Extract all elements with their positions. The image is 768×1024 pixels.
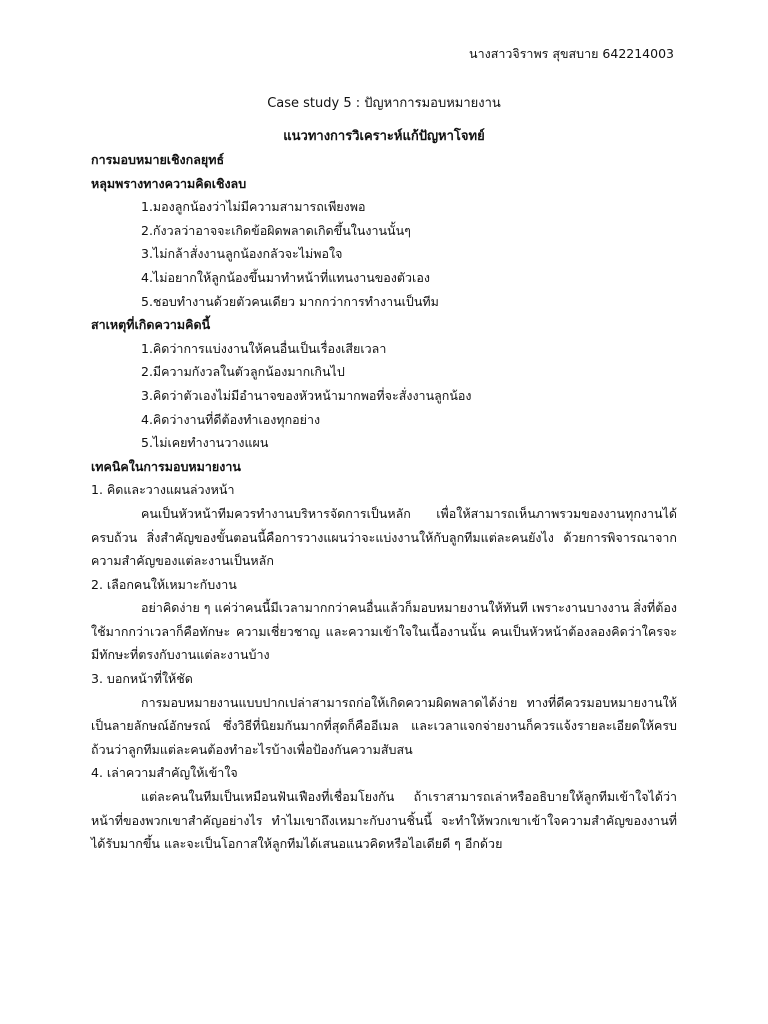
technique-paragraph: คนเป็นหัวหน้าทีมควรทำงานบริหารจัดการเป็นหลัก เพื่อให้สามารถเห็นภาพรวมของงานทุกงานได้ครบถ้วน สิ่งสำคัญของขั้นตอนนี้คือการวางแผนว่าจะแบ่งงานให้กับลูกทีมแต่ละคนยังไง ด้วยการพิจารณาจากความสำคัญของแต่ละงานเป็นหลัก	[91, 505, 677, 569]
technique-heading: 1. คิดและวางแผนล่วงหน้า	[91, 482, 235, 498]
trap-item: 4.ไม่อยากให้ลูกน้องขึ้นมาทำหน้าที่แทนงานของตัวเอง	[141, 269, 430, 285]
cause-item: 3.คิดว่าตัวเองไม่มีอำนาจของหัวหน้ามากพอที่จะสั่งงานลูกน้อง	[141, 387, 472, 403]
section-heading-traps: หลุมพรางทางความคิดเชิงลบ	[91, 175, 247, 191]
technique-paragraph: แต่ละคนในทีมเป็นเหมือนฟันเฟืองที่เชื่อมโยงกัน ถ้าเราสามารถเล่าหรืออธิบายให้ลูกทีมเข้าใจได้ว่าหน้าที่ของพวกเขาสำคัญอย่างไร ทำไมเขาถึงเหมาะกับงานชิ้นนี้ จะทำให้พวกเขาเข้าใจความสำคัญของงานที่ได้รับมากขึ้น และจะเป็นโอกาสให้ลูกทีมได้เสนอแนวคิดหรือไอเดียดี ๆ อีกด้วย	[91, 789, 677, 852]
cause-item: 1.คิดว่าการแบ่งงานให้คนอื่นเป็นเรื่องเสียเวลา	[141, 340, 387, 356]
document-body	[91, 148, 677, 856]
trap-item: 3.ไม่กล้าสั่งงานลูกน้องกลัวจะไม่พอใจ	[141, 246, 343, 262]
trap-item: 2.กังวลว่าอาจจะเกิดข้อผิดพลาดเกิดขึ้นในงานนั้นๆ	[141, 222, 411, 238]
section-heading-causes: สาเหตุที่เกิดความคิดนี้	[91, 317, 211, 333]
technique-heading: 4. เล่าความสำคัญให้เข้าใจ	[91, 765, 238, 781]
author-line: นางสาวจิราพร สุขสบาย 642214003	[469, 46, 674, 61]
technique-paragraph: อย่าคิดง่าย ๆ แค่ว่าคนนี้มีเวลามากกว่าคนอื่นแล้วก็มอบหมายงานให้ทันที เพราะงานบางงาน สิ่งที่ต้องใช้มากกว่าเวลาก็คือทักษะ ความเชี่ยวชาญ และความเข้าใจในเนื้องานนั้น คนเป็นหัวหน้าต้องลองคิดว่าใครจะมีทักษะที่ตรงกับงานแต่ละงานบ้าง	[91, 600, 677, 663]
trap-item: 5.ชอบทำงานด้วยตัวคนเดียว มากกว่าการทำงานเป็นทีม	[141, 293, 439, 309]
page-title: Case study 5 : ปัญหาการมอบหมายงาน	[267, 96, 501, 111]
technique-heading: 2. เลือกคนให้เหมาะกับงาน	[91, 576, 237, 592]
technique-heading: 3. บอกหน้าที่ให้ชัด	[91, 671, 193, 687]
technique-paragraph: การมอบหมายงานแบบปากเปล่าสามารถก่อให้เกิดความผิดพลาดได้ง่าย ทางที่ดีควรมอบหมายงานให้เป็นลายลักษณ์อักษรณ์ ซึ่งวิธีที่นิยมกันมากที่สุดก็คืออีเมล และเวลาแจกจ่ายงานก็ควรแจ้งรายละเอียดให้ครบถ้วนว่าลูกทีมแต่ละคนต้องทำอะไรบ้างเพื่อป้องกันความสับสน	[91, 694, 677, 757]
section-heading-techniques: เทคนิคในการมอบหมายงาน	[91, 458, 241, 474]
trap-item: 1.มองลูกน้องว่าไม่มีความสามารถเพียงพอ	[141, 199, 366, 215]
cause-item: 5.ไม่เคยทำงานวางแผน	[141, 435, 269, 451]
cause-item: 4.คิดว่างานที่ดีต้องทำเองทุกอย่าง	[141, 411, 321, 427]
section-heading-strategy: การมอบหมายเชิงกลยุทธ์	[91, 152, 225, 167]
cause-item: 2.มีความกังวลในตัวลูกน้องมากเกินไป	[141, 364, 345, 380]
page-subtitle: แนวทางการวิเคราะห์แก้ปัญหาโจทย์	[283, 129, 485, 144]
